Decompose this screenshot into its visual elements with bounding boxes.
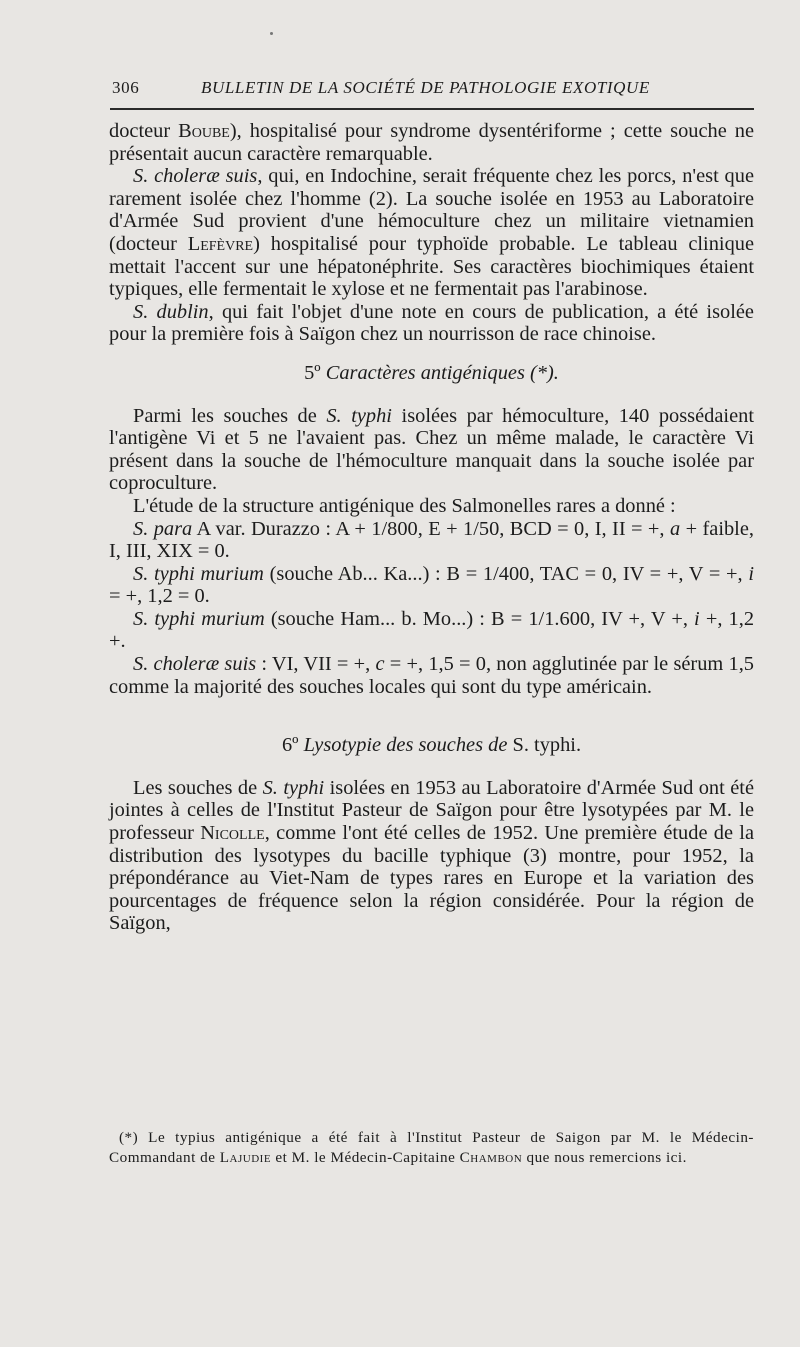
species-name: S. choleræ suis: [133, 653, 257, 676]
footnote: [109, 1128, 754, 1167]
running-title: BULLETIN DE LA SOCIÉTÉ DE PATHOLOGIE EXOTIQUE: [201, 78, 650, 97]
species-name: S. typhi murium: [133, 562, 264, 585]
paragraph-cholerae-suis: S. choleræ suis, qui, en Indochine, serait fréquente chez les porcs, n'est que rarement isolée chez l'homme (2). La souche isolée en 1953 au Laboratoire d'Armée Sud provient d'une hémoculture chez un militaire vietnamien (docteur Lefèvre) hospitalisé pour typhoïde probable. Le tableau clinique mettait l'accent sur une hépatonéphrite. Ses caractères biochimiques étaient typiques, elle fermentait le xylose et ne fermentait pas l'arabinose.: [109, 165, 755, 301]
paragraph-typhi-murium-1: S. typhi murium (souche Ab... Ka...) : B = 1/400, TAC = 0, IV = +, V = +, i = +, 1,2 = 0.: [109, 562, 754, 608]
author-name: Chambon: [459, 1148, 523, 1166]
author-name: Lefèvre: [187, 232, 254, 255]
page-number: 306: [112, 78, 140, 97]
print-speck: [270, 32, 273, 35]
running-header: [112, 78, 754, 104]
paragraph-dublin: S. dublin, qui fait l'objet d'une note en cours de publication, a été isolée pour la première fois à Saïgon chez un nourrisson de race chinoise.: [109, 300, 754, 346]
author-name: Lajudie: [219, 1148, 272, 1166]
paragraph-vi-antigen: Parmi les souches de S. typhi isolées par hémoculture, 140 possédaient l'antigène Vi et 5 ne l'avaient pas. Chez un même malade, le caractère Vi présent dans la souche de l'hémoculture manquait dans la souche isolée par coproculture.: [109, 404, 754, 495]
header-rule: [110, 108, 754, 110]
section-title-5: 5º Caractères antigéniques (*).: [304, 361, 559, 384]
paragraph-cholerae-suis-antigen: S. choleræ suis : VI, VII = +, c = +, 1,5 = 0, non agglutinée par le sérum 1,5 comme la majorité des souches locales qui sont du type américain.: [109, 653, 754, 698]
species-name: S. para: [133, 517, 193, 540]
author-name: Nicolle: [200, 822, 265, 845]
section-title-6: 6º Lysotypie des souches de S. typhi.: [281, 734, 582, 757]
paragraph-para-a: S. para A var. Durazzo : A + 1/800, E + 1/50, BCD = 0, I, II = +, a + faible, I, III, XIX = 0.: [109, 517, 754, 563]
species-name: S. typhi: [326, 404, 392, 427]
species-name: S. dublin: [133, 300, 209, 323]
species-name: S. choleræ suis: [133, 165, 258, 188]
species-name: S. typhi: [262, 776, 325, 799]
paragraph-typhi-murium-2: S. typhi murium (souche Ham... b. Mo...) : B = 1/1.600, IV +, V +, i +, 1,2 +.: [109, 607, 755, 653]
body-text: [109, 120, 754, 935]
footnote-text: (*) Le typius antigénique a été fait à l'Institut Pasteur de Saigon par M. le Médecin-Commandant de Lajudie et M. le Médecin-Capitaine Chambon que nous remercions ici.: [109, 1129, 754, 1166]
paragraph-lysotypie: Les souches de S. typhi isolées en 1953 au Laboratoire d'Armée Sud ont été jointes à celles de l'Institut Pasteur de Saïgon pour être lysotypées par M. le professeur Nicolle, comme l'ont été celles de 1952. Une première étude de la distribution des lysotypes du bacille typhique (3) montre, pour 1952, la prépondérance au Viet-Nam de types rares en Europe et la variation des pourcentages de fréquence selon la région considérée. Pour la région de Saïgon,: [109, 776, 754, 935]
species-name: S. typhi murium: [133, 607, 265, 630]
author-name: Boube: [178, 120, 230, 142]
paragraph-antigenic-intro: L'étude de la structure antigénique des Salmonelles rares a donné :: [133, 494, 676, 517]
paragraph-boube: docteur Boube), hospitalisé pour syndrome dysentériforme ; cette souche ne présentait aucun caractère remarquable.: [109, 120, 754, 165]
